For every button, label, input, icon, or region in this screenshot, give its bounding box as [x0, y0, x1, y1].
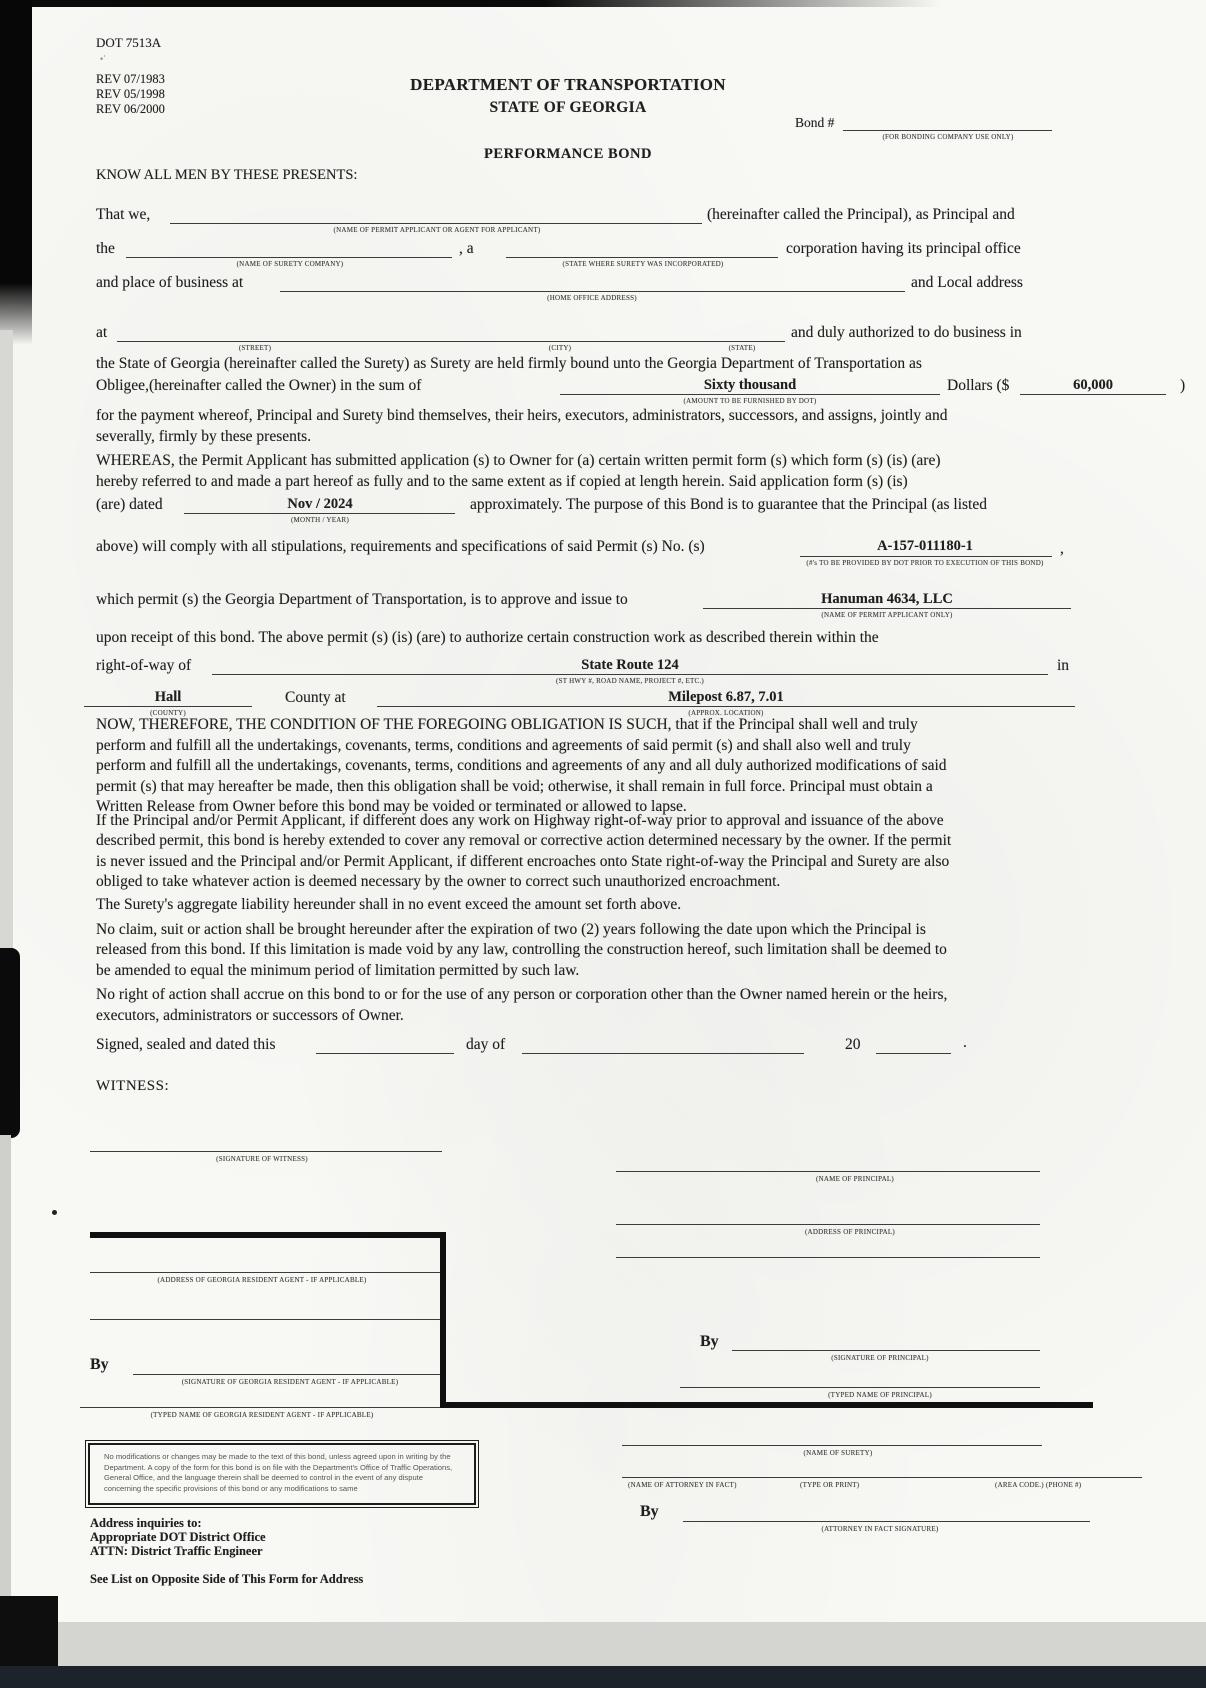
- witness-signature-caption: (SIGNATURE OF WITNESS): [216, 1155, 308, 1163]
- no-right-para-line: No right of action shall accrue on this bond to or for the use of any person or corporation other than the Owner named herein or the heirs,: [96, 986, 948, 1003]
- revision-line: REV 07/1983: [96, 72, 165, 86]
- issue-clause: which permit (s) the Georgia Department of Transportation, is to approve and issue to: [96, 591, 628, 608]
- dated-blank: [184, 513, 455, 514]
- if-para-line: described permit, this bond is hereby extended to cover any removal or corrective action determined necessary by the owner. If the permit: [96, 832, 952, 849]
- now-para-line: perform and fulfill all the undertakings, covenants, terms, conditions and agreements of any and all duly authorized modifications of said: [96, 757, 947, 774]
- state-title: STATE OF GEORGIA: [489, 99, 647, 116]
- home-office-blank: [280, 291, 905, 292]
- county-caption: (COUNTY): [150, 709, 186, 717]
- applicant-only-caption: (NAME OF PERMIT APPLICANT ONLY): [821, 611, 953, 619]
- applicant-name-blank: [170, 223, 702, 224]
- location-blank: [377, 706, 1075, 707]
- scan-artifact: [0, 1666, 1206, 1688]
- principal-clause: (hereinafter called the Principal), as Principal and: [707, 206, 1015, 223]
- location-caption: (APPROX. LOCATION): [688, 709, 764, 717]
- scan-artifact: [0, 948, 20, 1138]
- whereas-para-line: WHEREAS, the Permit Applicant has submitted application (s) to Owner for (a) certain written permit form (s) which form (s) (is) (are): [96, 452, 941, 469]
- address-inquiries-line: ATTN: District Traffic Engineer: [90, 1544, 263, 1558]
- scan-artifact: [0, 0, 1206, 7]
- ga-agent-typed-name-blank: [80, 1407, 442, 1408]
- row-value: State Route 124: [581, 657, 679, 673]
- surety-name-caption: (NAME OF SURETY): [803, 1449, 873, 1457]
- by-label: By: [640, 1503, 659, 1520]
- receipt-clause: upon receipt of this bond. The above permit (s) (is) (are) to authorize certain construction work as described therein within the: [96, 629, 879, 646]
- county-value: Hall: [154, 689, 182, 705]
- business-at-label: and place of business at: [96, 274, 244, 291]
- revision-line: REV 05/1998: [96, 87, 165, 101]
- county-blank: [84, 706, 252, 707]
- street-caption: (STREET): [238, 344, 272, 352]
- department-title: DEPARTMENT OF TRANSPORTATION: [410, 75, 726, 94]
- attorney-signature-blank: [683, 1521, 1090, 1522]
- now-para-line: permit (s) that may hereafter be made, then this obligation shall be void; otherwise, it shall remain in full force. Principal must obtain a: [96, 778, 933, 795]
- area-phone-caption: (AREA CODE.) (PHONE #): [995, 1481, 1082, 1489]
- home-office-caption: (HOME OFFICE ADDRESS): [547, 294, 637, 302]
- dated-caption: (MONTH / YEAR): [290, 516, 350, 524]
- state-caption: (STATE): [728, 344, 756, 352]
- year-20-label: 20: [845, 1036, 861, 1053]
- address-inquiries-line: Appropriate DOT District Office: [90, 1530, 266, 1544]
- payment-para-line: for the payment whereof, Principal and Surety bind themselves, their heirs, executors, administrators, successors, and assigns, jointly and: [96, 407, 948, 424]
- permit-number-value: A-157-011180-1: [877, 538, 973, 554]
- sum-figure-blank: [1020, 394, 1166, 395]
- row-blank: [212, 674, 1048, 675]
- by-label: By: [700, 1333, 719, 1350]
- attorney-row-blank: [622, 1477, 1142, 1478]
- witness-signature-blank: [90, 1151, 442, 1152]
- applicant-name-caption: (NAME OF PERMIT APPLICANT OR AGENT FOR APPLICANT): [333, 226, 541, 234]
- type-print-caption: (TYPE OR PRINT): [800, 1481, 860, 1489]
- by-label: By: [90, 1356, 109, 1373]
- ga-agent-typed-name-caption: (TYPED NAME OF GEORGIA RESIDENT AGENT - IF APPLICABLE): [150, 1411, 374, 1419]
- surety-company-caption: (NAME OF SURETY COMPANY): [236, 260, 344, 268]
- at-label: at: [96, 324, 108, 341]
- trailing-comma: ,: [1060, 540, 1064, 557]
- if-para-line: If the Principal and/or Permit Applicant, if different does any work on Highway right-of-way prior to approval and issuance of the above: [96, 812, 944, 829]
- bond-number-blank: [843, 130, 1052, 131]
- payment-para-line: severally, firmly by these presents.: [96, 428, 312, 445]
- year-blank: [876, 1053, 951, 1054]
- comma-a-label: , a: [459, 240, 474, 257]
- sum-words-blank: [560, 394, 940, 395]
- corporation-clause: corporation having its principal office: [786, 240, 1021, 257]
- now-para-line: NOW, THEREFORE, THE CONDITION OF THE FOREGOING OBLIGATION IS SUCH, that if the Principal shall well and truly: [96, 716, 918, 733]
- form-number: DOT 7513A: [96, 35, 162, 50]
- surety-company-blank: [126, 257, 452, 258]
- scan-speck: [52, 1210, 57, 1215]
- opening-clause: KNOW ALL MEN BY THESE PRESENTS:: [96, 167, 358, 183]
- principal-extra-blank: [616, 1257, 1040, 1258]
- permit-number-blank: [800, 556, 1052, 557]
- sum-words-value: Sixty thousand: [703, 377, 797, 393]
- the-label: the: [96, 240, 115, 257]
- period-mark: .: [963, 1034, 967, 1051]
- bond-number-label: Bond #: [795, 115, 835, 130]
- county-at-label: County at: [285, 689, 346, 706]
- ga-agent-signature-blank: [133, 1374, 443, 1375]
- bond-number-caption: (FOR BONDING COMPANY USE ONLY): [882, 133, 1014, 141]
- ga-agent-address-caption: (ADDRESS OF GEORGIA RESIDENT AGENT - IF APPLICABLE): [157, 1276, 367, 1284]
- principal-name-blank: [616, 1171, 1040, 1172]
- address-inquiries-line: Address inquiries to:: [90, 1516, 202, 1530]
- month-blank: [522, 1053, 804, 1054]
- no-modifications-notice: No modifications or changes may be made to the text of this bond, unless agreed upon in writing by the Department. A copy of the form for this bond is on file with the Department's Office of Traffic Operations, General Office, and the language therein shall be deemed to control in the event of any dispute concerning the specific provisions of this bond or any modifications to same: [88, 1443, 476, 1505]
- surety-state-caption: (STATE WHERE SURETY WAS INCORPORATED): [562, 260, 724, 268]
- divider-bar: [443, 1402, 1093, 1408]
- day-blank: [316, 1053, 454, 1054]
- ga-agent-extra-blank: [90, 1319, 442, 1320]
- page-title: PERFORMANCE BOND: [484, 146, 652, 162]
- ga-agent-signature-caption: (SIGNATURE OF GEORGIA RESIDENT AGENT - IF APPLICABLE): [181, 1378, 399, 1386]
- bound-clause: the State of Georgia (hereinafter called the Surety) as Surety are held firmly bound unto the Georgia Department of Transportation as: [96, 355, 922, 372]
- claim-para-line: be amended to equal the minimum period of limitation permitted by such law.: [96, 962, 580, 979]
- divider-bar: [440, 1232, 446, 1408]
- approximately-clause: approximately. The purpose of this Bond is to guarantee that the Principal (as listed: [470, 496, 987, 513]
- principal-signature-caption: (SIGNATURE OF PRINCIPAL): [831, 1354, 929, 1362]
- principal-name-caption: (NAME OF PRINCIPAL): [815, 1175, 895, 1183]
- now-para-line: perform and fulfill all the undertakings, covenants, terms, conditions and agreements of said permit (s) and shall also well and truly: [96, 737, 911, 754]
- ga-agent-address-blank: [90, 1272, 442, 1273]
- claim-para-line: No claim, suit or action shall be brought hereunder after the expiration of two (2) years following the date upon which the Principal is: [96, 921, 926, 938]
- attorney-name-caption: (NAME OF ATTORNEY IN FACT): [628, 1481, 737, 1489]
- principal-address-blank: [616, 1224, 1040, 1225]
- comply-clause: above) will comply with all stipulations, requirements and specifications of said Permit (s) No. (s): [96, 538, 705, 555]
- day-of-label: day of: [466, 1036, 506, 1053]
- sum-figure-value: 60,000: [1073, 377, 1113, 393]
- surety-name-blank: [622, 1445, 1042, 1446]
- principal-typed-name-blank: [680, 1387, 1040, 1388]
- authorized-clause: and duly authorized to do business in: [791, 324, 1022, 341]
- row-label: right-of-way of: [96, 657, 192, 674]
- divider-bar: [90, 1232, 444, 1238]
- surety-state-blank: [506, 257, 778, 258]
- scan-speck: •ʾ: [100, 54, 107, 64]
- scan-artifact: [0, 1135, 11, 1600]
- no-right-para-line: executors, administrators or successors of Owner.: [96, 1007, 404, 1024]
- whereas-para-line: hereby referred to and made a part hereof as fully and to the same extent as if copied at length herein. Said application form (s) (is): [96, 473, 908, 490]
- signed-label: Signed, sealed and dated this: [96, 1036, 276, 1053]
- street-city-state-blank: [117, 341, 785, 342]
- if-para-line: obliged to take whatever action is deemed necessary by the owner to correct such unauthorized encroachment.: [96, 873, 781, 890]
- principal-address-caption: (ADDRESS OF PRINCIPAL): [804, 1228, 896, 1236]
- applicant-blank: [703, 608, 1071, 609]
- liability-line: The Surety's aggregate liability hereunder shall in no event exceed the amount set forth above.: [96, 896, 682, 913]
- sum-caption: (AMOUNT TO BE FURNISHED BY DOT): [683, 397, 817, 405]
- principal-typed-name-caption: (TYPED NAME OF PRINCIPAL): [828, 1391, 932, 1399]
- that-we-label: That we,: [96, 206, 151, 223]
- claim-para-line: released from this bond. If this limitation is made void by any law, controlling the construction hereof, such limitation shall be deemed to: [96, 941, 947, 958]
- attorney-signature-caption: (ATTORNEY IN FACT SIGNATURE): [821, 1525, 939, 1533]
- close-paren: ): [1180, 377, 1186, 394]
- city-caption: (CITY): [548, 344, 572, 352]
- dated-label: (are) dated: [96, 496, 163, 513]
- witness-label: WITNESS:: [96, 1078, 170, 1094]
- in-word: in: [1057, 657, 1070, 674]
- see-list-line: See List on Opposite Side of This Form for Address: [90, 1572, 364, 1586]
- if-para-line: is never issued and the Principal and/or Permit Applicant, if different encroaches onto State right-of-way the Principal and Surety are also: [96, 853, 950, 870]
- dollars-label: Dollars ($: [947, 377, 1010, 394]
- principal-signature-blank: [732, 1350, 1040, 1351]
- scan-artifact: [0, 330, 13, 955]
- revision-line: REV 06/2000: [96, 102, 165, 116]
- permit-number-caption: (#'s TO BE PROVIDED BY DOT PRIOR TO EXECUTION OF THIS BOND): [806, 559, 1044, 567]
- applicant-value: Hanuman 4634, LLC: [821, 591, 953, 607]
- now-para-line: Written Release from Owner before this bond may be voided or terminated or allowed to lapse.: [96, 798, 687, 815]
- row-caption: (ST HWY #, ROAD NAME, PROJECT #, ETC.): [555, 677, 705, 685]
- scan-artifact: [0, 0, 32, 345]
- dated-value: Nov / 2024: [287, 496, 353, 512]
- location-value: Milepost 6.87, 7.01: [668, 689, 784, 705]
- local-address-clause: and Local address: [911, 274, 1023, 291]
- sum-clause: Obligee,(hereinafter called the Owner) in the sum of: [96, 377, 422, 394]
